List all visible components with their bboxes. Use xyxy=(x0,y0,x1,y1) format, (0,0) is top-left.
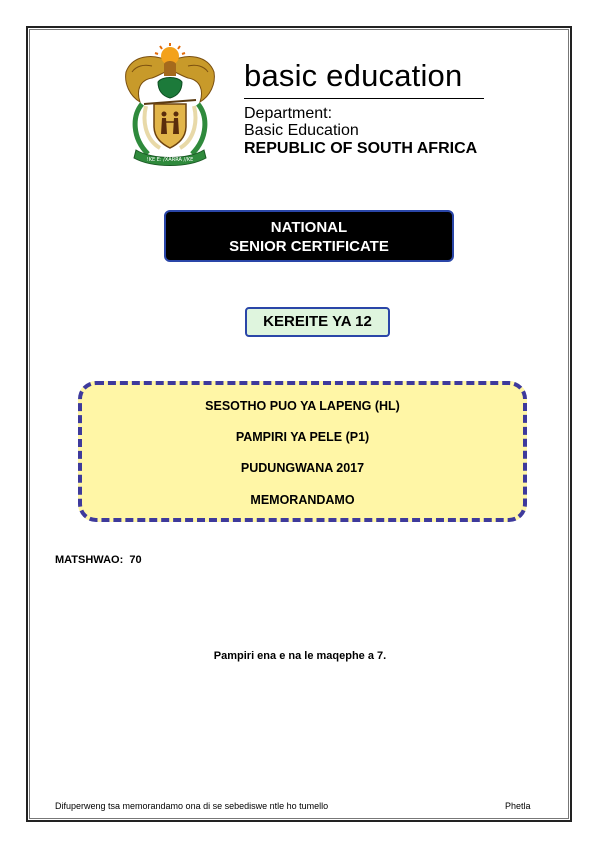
grade-badge: KEREITE YA 12 xyxy=(245,307,390,337)
total-marks: MATSHWAO: 70 xyxy=(55,554,142,566)
page-count-note: Pampiri ena e na le maqephe a 7. xyxy=(213,650,387,662)
footer-notice: Difuperweng tsa memorandamo ona di se sebediswe ntle ho tumello xyxy=(55,801,329,811)
motto-text: !KE E: /XARRA //KE xyxy=(146,157,194,163)
department-name: Basic Education xyxy=(244,122,359,139)
paper-title: PAMPIRI YA PELE (P1) xyxy=(235,430,370,444)
brand-title: basic education xyxy=(244,58,463,93)
certificate-line-2: SENIOR CERTIFICATE xyxy=(229,238,389,255)
certificate-banner xyxy=(164,210,454,262)
brand-divider xyxy=(244,98,484,99)
session-title: PUDUNGWANA 2017 xyxy=(240,461,365,475)
coat-of-arms-icon xyxy=(122,42,218,166)
footer-turn-over: Phetla xyxy=(505,801,531,811)
department-label: Department: xyxy=(244,105,333,122)
certificate-line-1: NATIONAL xyxy=(270,219,348,236)
subject-title: SESOTHO PUO YA LAPENG (HL) xyxy=(205,399,400,413)
document-type: MEMORANDAMO xyxy=(250,493,355,507)
country-name: REPUBLIC OF SOUTH AFRICA xyxy=(244,140,478,157)
